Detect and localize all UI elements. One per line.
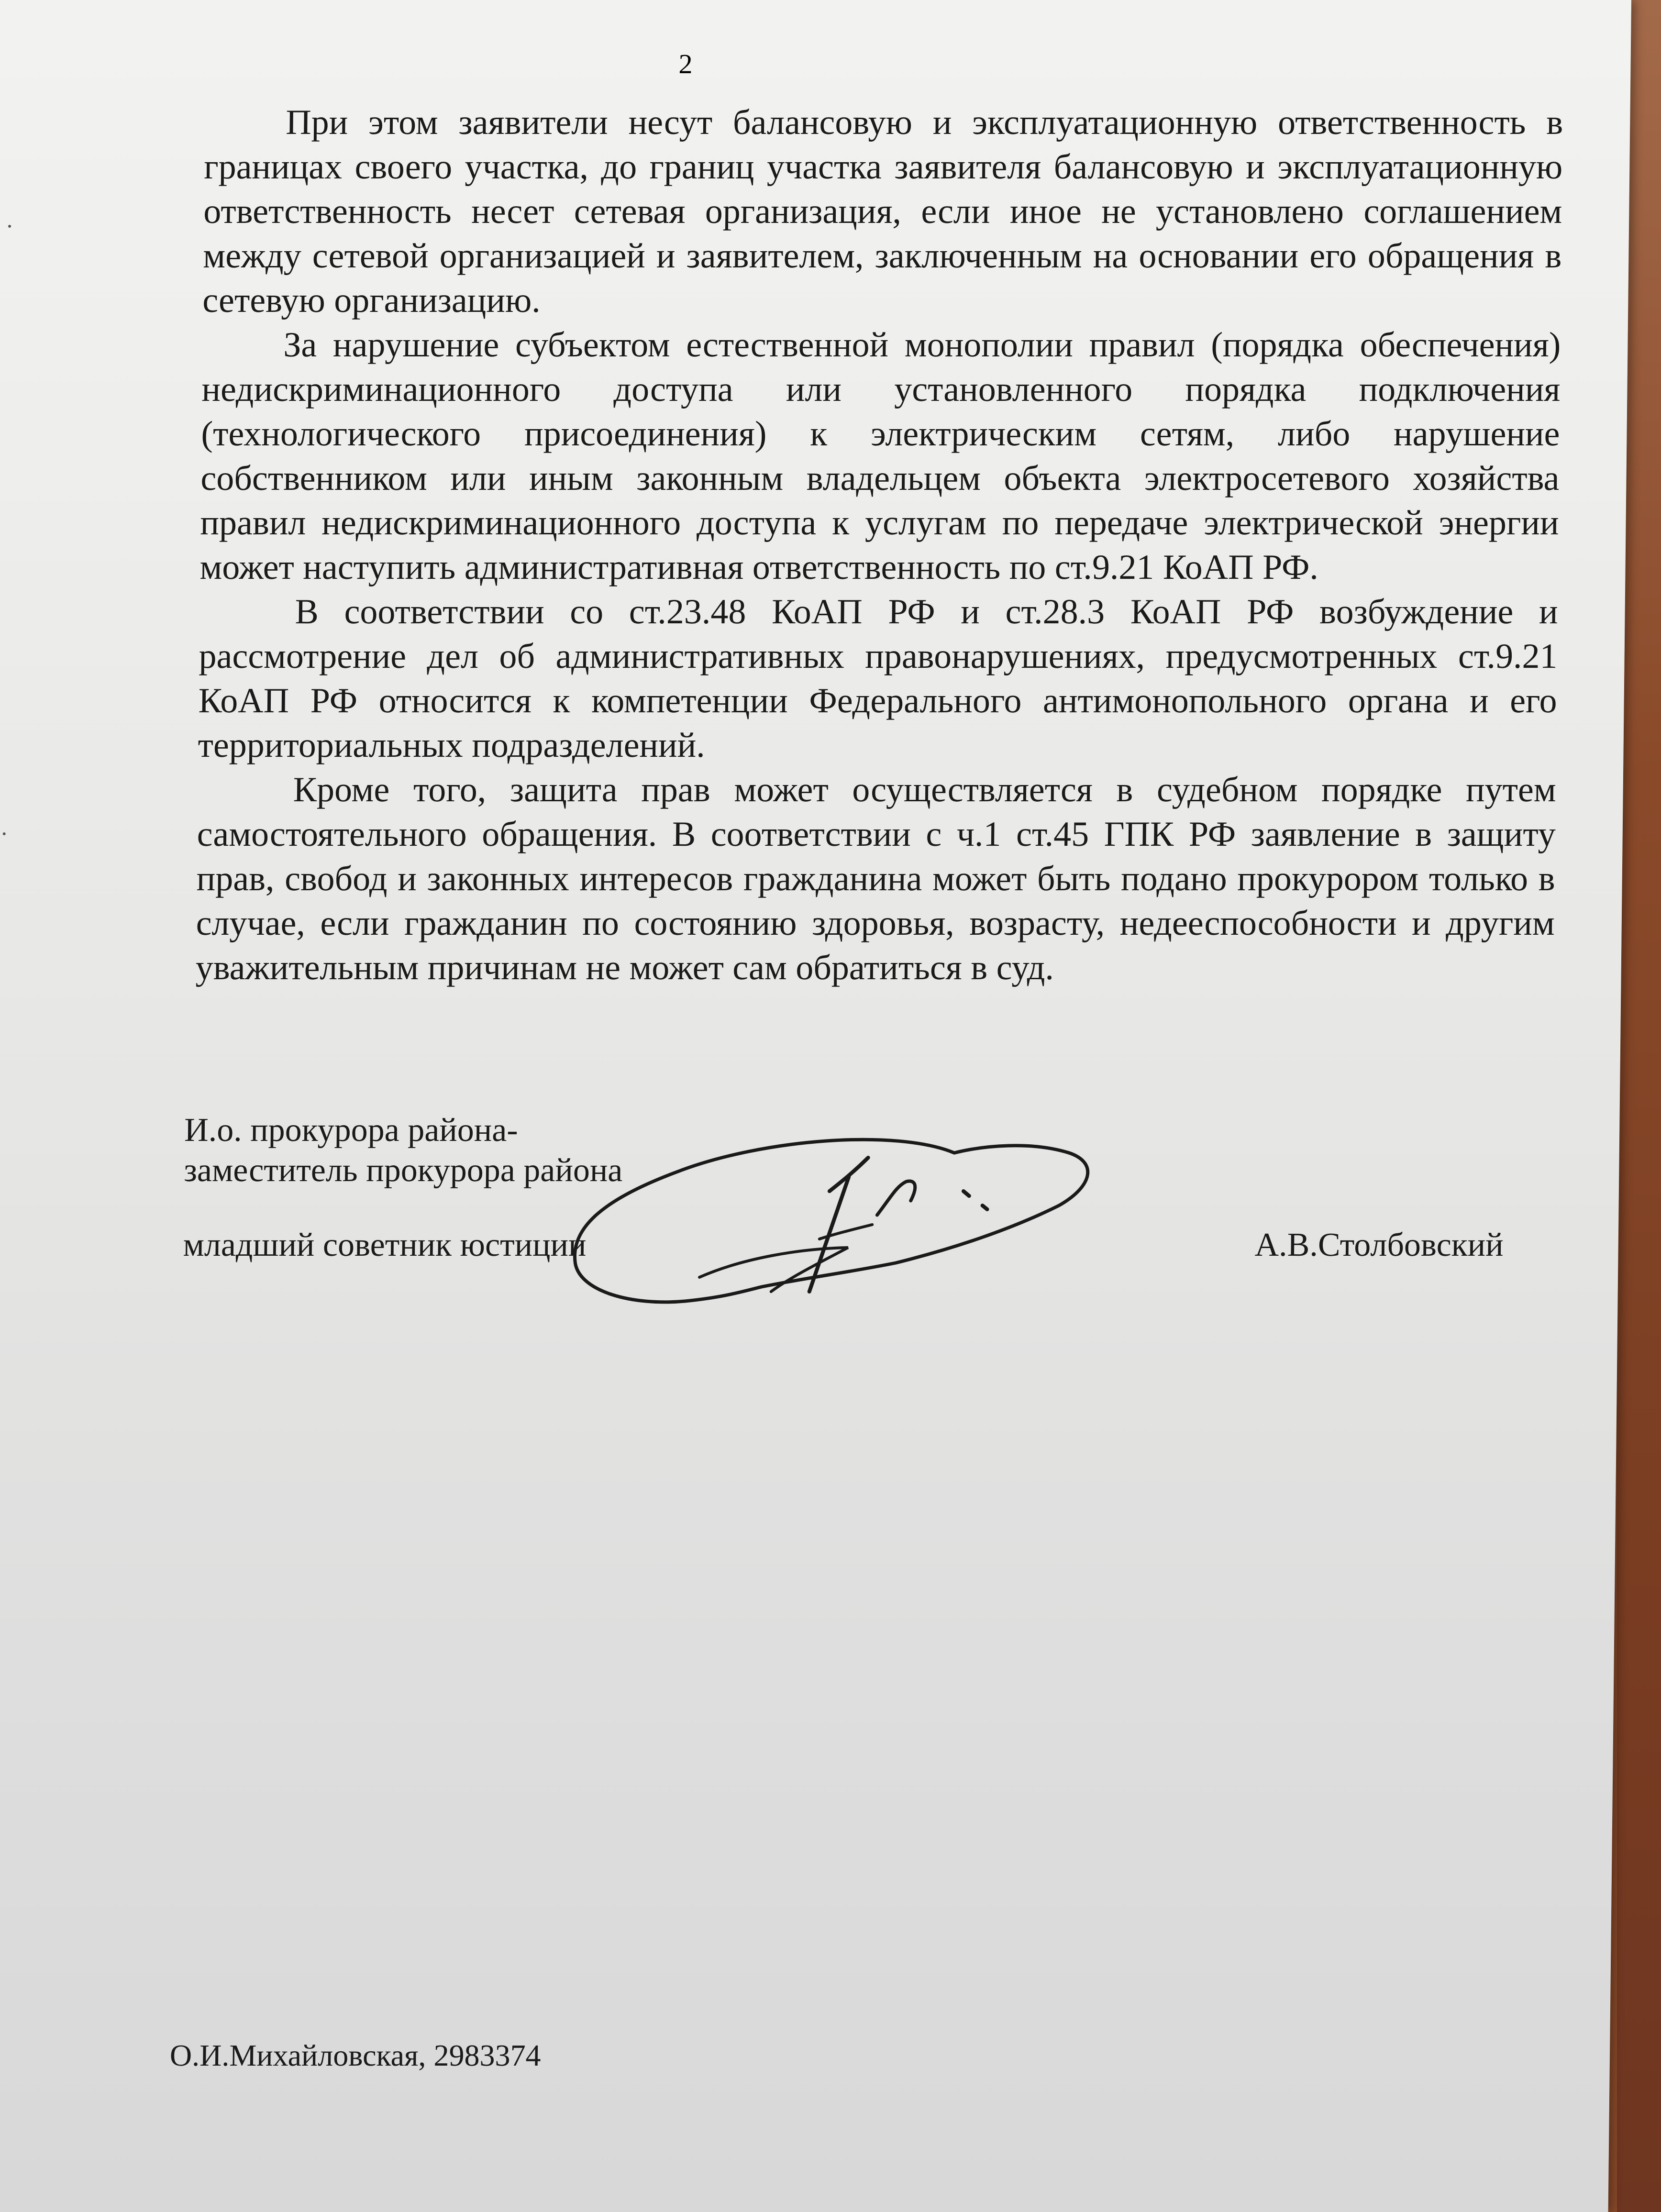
edge-mark-1	[8, 225, 11, 228]
page-number: 2	[678, 48, 693, 79]
paragraph-violation: За нарушение субъектом естественной монополии правил (порядка обеспечения) недискриминационного доступа или установленного порядка подключения (технологического присоединения) к электрическим сетям, либо нарушение собственником или иным законным владельцем объекта электросетевого хозяйства правил недискриминационного доступа к услугам по передаче электрической энергии может наступить административная ответственность по ст.9.21 КоАП РФ.	[199, 325, 1561, 587]
paragraph-jurisdiction: В соответствии со ст.23.48 КоАП РФ и ст.28.3 КоАП РФ возбуждение и рассмотрение дел об административных правонарушениях, предусмотренных ст.9.21 КоАП РФ относится к компетенции Федерального антимонопольного органа и его территориальных подразделений.	[198, 592, 1559, 765]
signatory-title-line-1: И.о. прокурора района-	[184, 1112, 519, 1149]
paragraph-court: Кроме того, защита прав может осуществляется в судебном порядке путем самостоятельного обращения. В соответствии с ч.1 ст.45 ГПК РФ заявление в защиту прав, свобод и законных интересов гражданина может быть подано прокурором только в случае, если гражданин по состоянию здоровья, возрасту, недееспособности и другим уважительным причинам не может сам обратиться в суд.	[195, 770, 1557, 987]
signatory-name: А.В.Столбовский	[1254, 1227, 1504, 1263]
edge-mark-2	[3, 832, 6, 835]
paragraph-responsibility: При этом заявители несут балансовую и эксплуатационную ответственность в границах своего участка, до границ участка заявителя балансовую и эксплуатационную ответственность несет сетевая организация, если иное не установлено соглашением между сетевой организацией и заявителем, заключенным на основании его обращения в сетевую организацию.	[202, 103, 1563, 320]
handwritten-signature	[560, 1119, 1185, 1339]
letter-body	[195, 100, 1563, 990]
signatory-title-line-2: заместитель прокурора района	[183, 1152, 623, 1189]
executor-contact: О.И.Михайловская, 2983374	[169, 2038, 541, 2072]
signatory-rank: младший советник юстиции	[183, 1227, 587, 1263]
